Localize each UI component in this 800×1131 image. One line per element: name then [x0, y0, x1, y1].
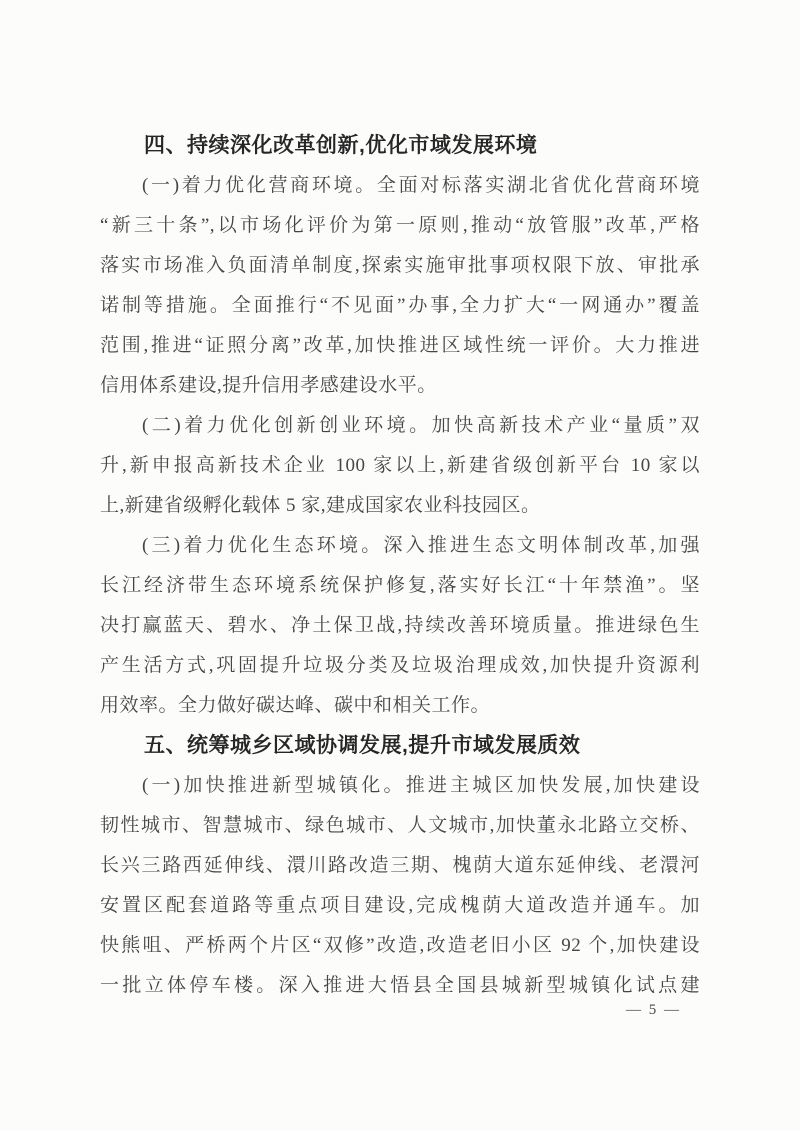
text-line: 长江经济带生态环境系统保护修复,落实好长江“十年禁渔”。坚 — [100, 575, 700, 596]
text-line: 一批立体停车楼。深入推进大悟县全国县城新型城镇化试点建 — [100, 975, 700, 996]
text-line: 用效率。全力做好碳达峰、碳中和相关工作。 — [100, 695, 491, 716]
text-line: (一)着力优化营商环境。全面对标落实湖北省优化营商环境 — [142, 175, 700, 196]
text-line: 上,新建省级孵化载体 5 家,建成国家农业科技园区。 — [100, 495, 541, 516]
paragraph — [100, 766, 700, 1006]
text-line: 韧性城市、智慧城市、绿色城市、人文城市,加快董永北路立交桥、 — [100, 815, 700, 836]
text-line: 诺制等措施。全面推行“不见面”办事,全力扩大“一网通办”覆盖 — [100, 295, 700, 316]
text-line: 落实市场准入负面清单制度,探索实施审批事项权限下放、审批承 — [100, 255, 700, 276]
text-line: (二)着力优化创新创业环境。加快高新技术产业“量质”双 — [142, 415, 700, 436]
text-line: 长兴三路西延伸线、澴川路改造三期、槐荫大道东延伸线、老澴河 — [100, 855, 700, 876]
section-heading: 五、统筹城乡区域协调发展,提升市域发展质效 — [144, 734, 581, 757]
text-line: “新三十条”,以市场化评价为第一原则,推动“放管服”改革,严格 — [100, 215, 700, 236]
section-heading: 四、持续深化改革创新,优化市域发展环境 — [144, 134, 538, 157]
paragraph — [100, 526, 700, 726]
text-line: 产生活方式,巩固提升垃圾分类及垃圾治理成效,加快提升资源利 — [100, 655, 700, 676]
page-number: — 5 — — [626, 1002, 681, 1018]
text-line: 范围,推进“证照分离”改革,加快推进区域性统一评价。大力推进 — [100, 335, 700, 356]
text-line: 快熊咀、严桥两个片区“双修”改造,改造老旧小区 92 个,加快建设 — [100, 935, 700, 956]
text-line: 安置区配套道路等重点项目建设,完成槐荫大道改造并通车。加 — [100, 895, 700, 916]
text-line: (一)加快推进新型城镇化。推进主城区加快发展,加快建设 — [142, 775, 700, 796]
paragraph — [100, 166, 700, 406]
text-line: 升,新申报高新技术企业 100 家以上,新建省级创新平台 10 家以 — [100, 455, 700, 476]
document-content — [100, 126, 700, 1006]
paragraph — [100, 406, 700, 526]
text-line: 决打赢蓝天、碧水、净土保卫战,持续改善环境质量。推进绿色生 — [100, 615, 700, 636]
text-line: (三)着力优化生态环境。深入推进生态文明体制改革,加强 — [142, 535, 700, 556]
text-line: 信用体系建设,提升信用孝感建设水平。 — [100, 375, 437, 396]
